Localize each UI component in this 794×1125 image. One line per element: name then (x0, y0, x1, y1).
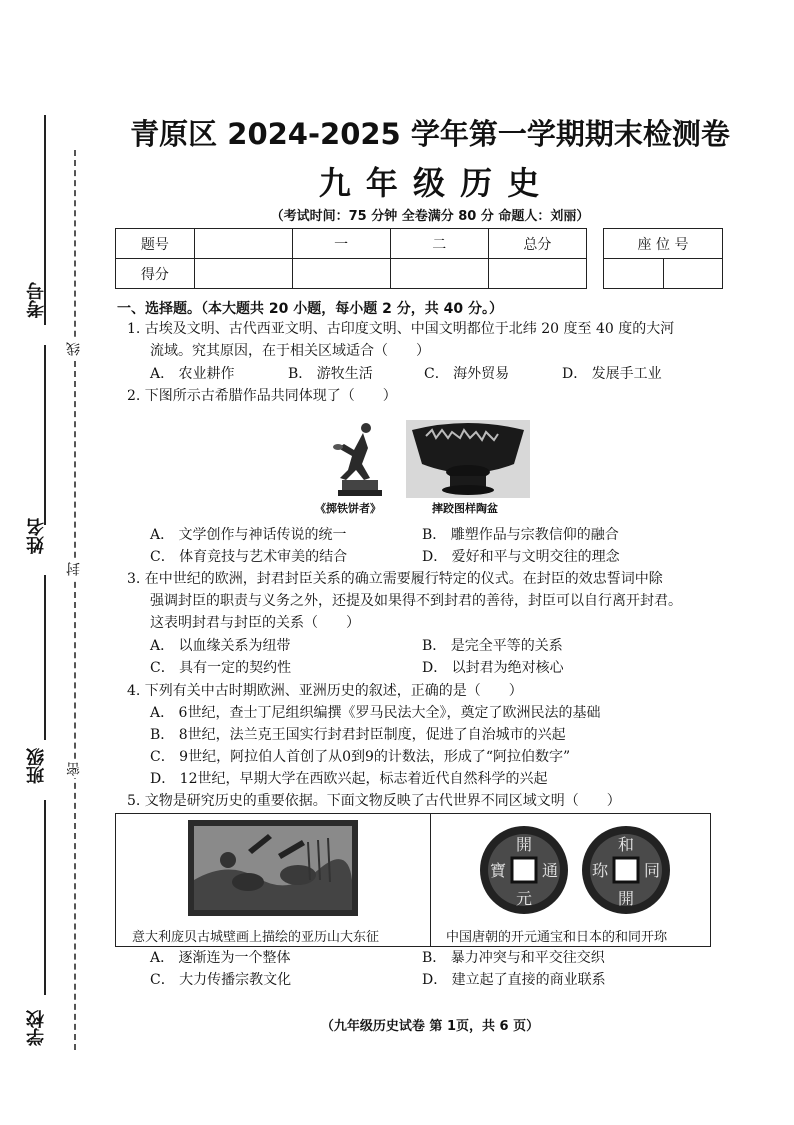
page-title: 青原区 2024-2025 学年第一学期期末检测卷 (130, 117, 730, 151)
q2-option-c[interactable]: C． 体育竞技与艺术审美的结合 (150, 549, 348, 565)
coin-character: 元 (515, 889, 533, 908)
score-entry-field[interactable] (194, 259, 292, 289)
coin-character: 同 (643, 861, 661, 880)
coin-character: 通 (541, 861, 559, 880)
q4-option-a[interactable]: A． 6世纪，查士丁尼组织编撰《罗马民法大全》，奠定了欧洲民法的基础 (150, 705, 601, 721)
coin-character: 開 (515, 835, 533, 854)
coins-caption: 中国唐朝的开元通宝和日本的和同开珎 (446, 930, 668, 945)
seal-char-line: 线 (66, 342, 82, 356)
score-entry-field[interactable] (390, 259, 488, 289)
q5-option-c[interactable]: C． 大力传播宗教文化 (150, 972, 292, 988)
label-school: 学校 (26, 1010, 47, 1046)
coin-character: 珎 (591, 861, 609, 880)
score-table-cell: 一 (292, 229, 390, 259)
score-entry-field[interactable] (292, 259, 390, 289)
coin-character: 寶 (489, 861, 507, 880)
q1-option-c[interactable]: C． 海外贸易 (424, 366, 510, 382)
q4-option-b[interactable]: B． 8世纪，法兰克王国实行封君封臣制度，促进了自治城市的兴起 (150, 727, 566, 743)
subject-title: 九 年 级 历 史 (318, 164, 542, 202)
ancient-coins-image (476, 822, 676, 918)
page-footer: （九年级历史试卷 第 1页，共 6 页） (320, 1019, 540, 1034)
score-table-cell (194, 229, 292, 259)
q5-option-a[interactable]: A． 逐渐连为一个整体 (150, 950, 291, 966)
coin-character: 開 (617, 889, 635, 908)
score-entry-field[interactable] (488, 259, 586, 289)
coin-character: 和 (617, 835, 635, 854)
q1-option-d[interactable]: D． 发展手工业 (562, 366, 662, 382)
q4-option-d[interactable]: D． 12世纪，早期大学在西欧兴起，标志着近代自然科学的兴起 (150, 771, 548, 787)
score-table-cell: 二 (390, 229, 488, 259)
q3-option-a[interactable]: A． 以血缘关系为纽带 (150, 638, 291, 654)
question-3-line: 强调封臣的职责与义务之外，还提及如果得不到封君的善待，封臣可以自行离开封君。 (150, 593, 682, 609)
binding-dashed-line (74, 150, 76, 1050)
q3-option-b[interactable]: B． 是完全平等的关系 (422, 638, 563, 654)
discobolus-caption: 《掷铁饼者》 (315, 502, 381, 515)
wrestling-pottery-bowl-image (406, 420, 530, 498)
q2-option-d[interactable]: D． 爱好和平与文明交往的理念 (422, 549, 620, 565)
seat-number-table (603, 228, 723, 289)
discobolus-statue-image (330, 418, 392, 498)
score-table-cell: 得分 (116, 259, 195, 289)
seat-number-field[interactable] (663, 259, 723, 289)
seal-char-seal: 封 (66, 562, 82, 576)
seat-number-label: 座 位 号 (604, 229, 723, 259)
section-heading: 一、选择题。（本大题共 20 小题，每小题 2 分，共 40 分。） (117, 301, 503, 317)
seat-number-field[interactable] (604, 259, 664, 289)
question-2-line: 2. 下图所示古希腊作品共同体现了（ ） (127, 388, 397, 404)
pottery-caption: 摔跤图样陶盆 (432, 502, 498, 515)
q1-option-a[interactable]: A． 农业耕作 (150, 366, 235, 382)
artifact-figure-box (115, 813, 711, 947)
question-3-line: 这表明封君与封臣的关系（ ） (150, 615, 360, 631)
seal-char-secret: 密 (66, 762, 82, 776)
score-table-cell: 题号 (116, 229, 195, 259)
label-exam-number: 考号 (26, 282, 47, 318)
pompeii-mural-image (188, 820, 358, 916)
score-table-cell: 总分 (488, 229, 586, 259)
q3-option-c[interactable]: C． 具有一定的契约性 (150, 660, 292, 676)
question-1-line: 流域。究其原因，在于相关区域适合（ ） (150, 343, 430, 359)
label-class: 班级 (26, 748, 47, 784)
q2-option-b[interactable]: B． 雕塑作品与宗教信仰的融合 (422, 527, 619, 543)
q1-option-b[interactable]: B． 游牧生活 (288, 366, 373, 382)
mural-caption: 意大利庞贝古城壁画上描绘的亚历山大东征 (132, 930, 380, 945)
q5-option-d[interactable]: D． 建立起了直接的商业联系 (422, 972, 606, 988)
question-4-line: 4. 下列有关中古时期欧洲、亚洲历史的叙述，正确的是（ ） (127, 683, 523, 699)
q4-option-c[interactable]: C． 9世纪，阿拉伯人首创了从0到9的计数法，形成了“阿拉伯数字” (150, 749, 571, 765)
label-name: 姓名 (26, 518, 47, 554)
q2-option-a[interactable]: A． 文学创作与神话传说的统一 (150, 527, 347, 543)
question-1-line: 1. 古埃及文明、古代西亚文明、古印度文明、中国文明都位于北纬 20 度至 40 度的大河 (127, 321, 675, 337)
q3-option-d[interactable]: D． 以封君为绝对核心 (422, 660, 564, 676)
question-5-line: 5. 文物是研究历史的重要依据。下面文物反映了古代世界不同区域文明（ ） (127, 793, 621, 809)
score-table (115, 228, 587, 289)
exam-info: （考试时间：75 分钟 全卷满分 80 分 命题人：刘丽） (270, 209, 590, 224)
question-3-line: 3. 在中世纪的欧洲，封君封臣关系的确立需要履行特定的仪式。在封臣的效忠誓词中除 (127, 571, 663, 587)
q5-option-b[interactable]: B． 暴力冲突与和平交往交织 (422, 950, 605, 966)
